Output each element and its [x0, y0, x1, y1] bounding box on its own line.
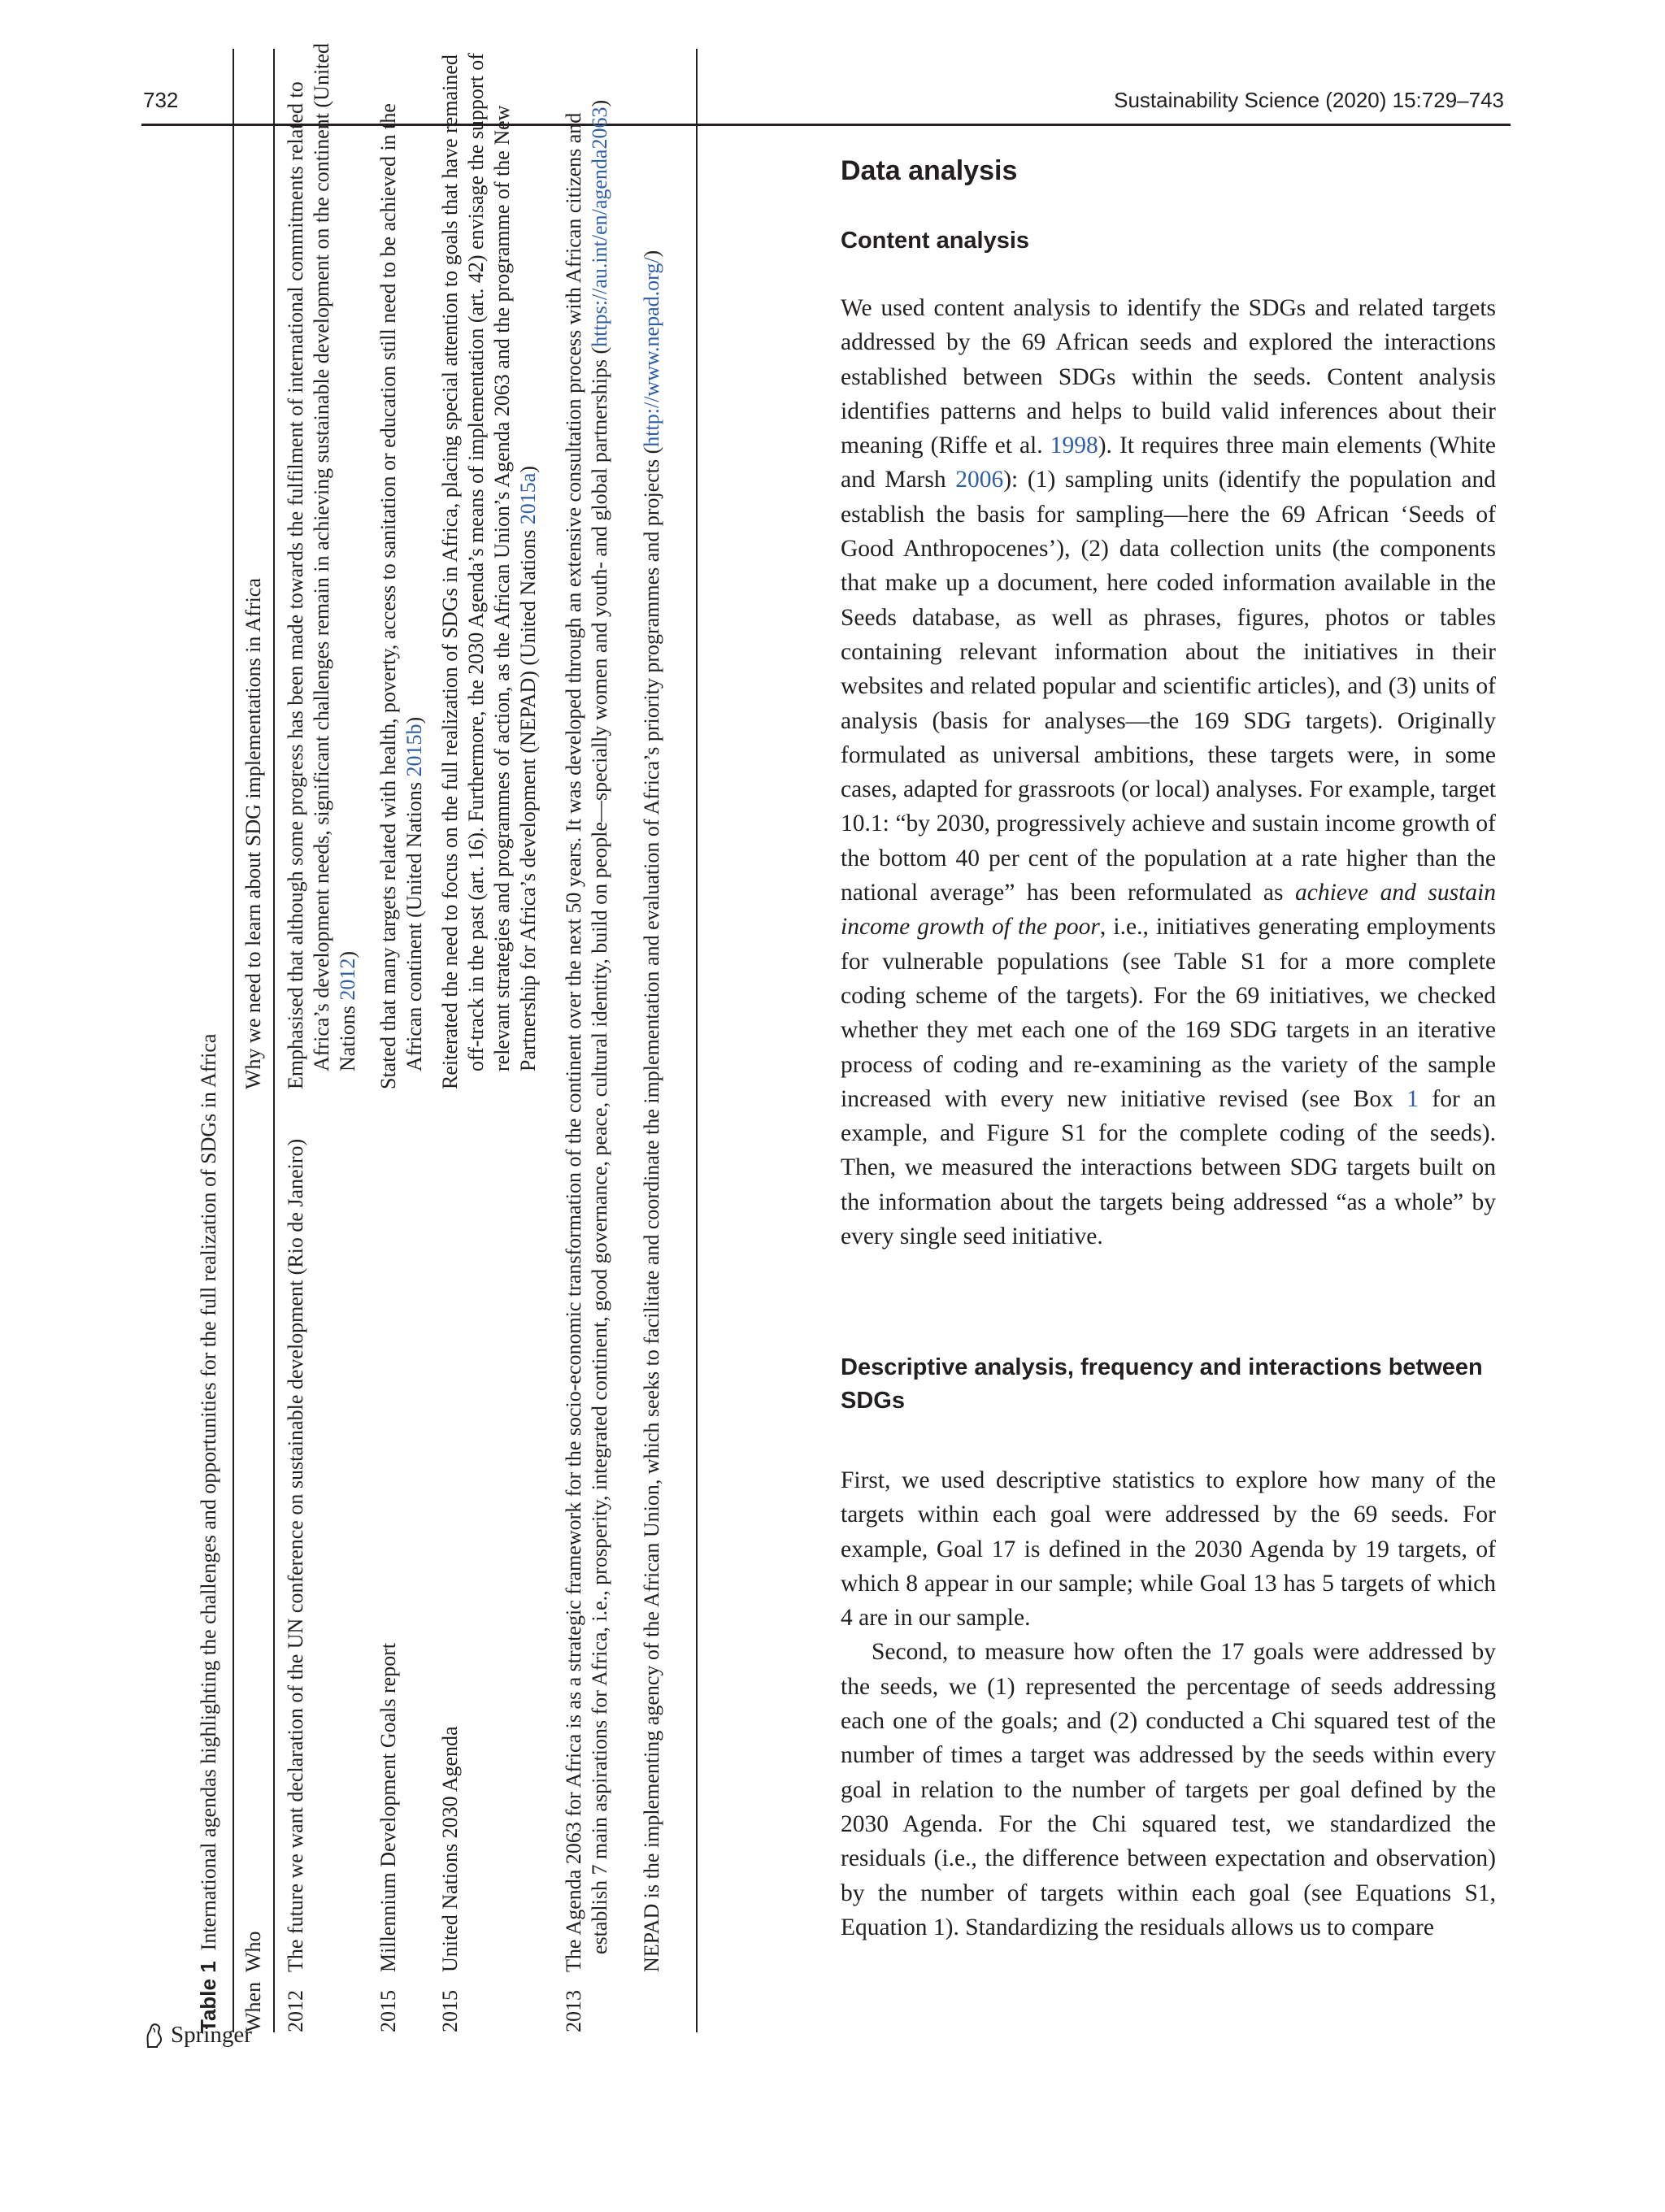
row-3-why-end: )	[516, 466, 540, 473]
nepad-link[interactable]: http://www.nepad.org/	[640, 257, 663, 447]
content-paragraph-text	[841, 291, 1496, 1254]
ref-white-marsh-2006[interactable]: 2006	[955, 467, 1004, 493]
row-2-why-text: Stated that many targets related with health, poverty, access to sanitation or education still need to be achieved in the African continent (United Nations	[376, 103, 426, 1089]
row-1-why-end: )	[336, 950, 359, 958]
descriptive-paragraph-1: First, we used descriptive statistics to explore how many of the targets within each goal were addressed by the 69 seeds. For example, Goal 17 is defined in the 2030 Agenda by 19 targets, of which 8 appear in our sample; while Goal 13 has 5 targets of which 4 are in our sample.	[841, 1467, 1496, 1632]
row-2-why	[376, 39, 428, 1089]
ref-box-1[interactable]: 1	[1406, 1085, 1419, 1112]
row-4-when: 2013	[562, 1990, 585, 2032]
descriptive-paragraphs	[841, 1463, 1496, 1945]
row-2-when: 2015	[376, 1990, 400, 2032]
journal-citation: Sustainability Science (2020) 15:729–743	[1114, 88, 1504, 112]
row-2-who: Millennium Development Goals report	[376, 1642, 400, 1972]
table-1	[195, 43, 732, 2032]
agenda2063-link[interactable]: https://au.int/en/agenda2063	[588, 106, 611, 347]
row-4-agenda2063	[561, 39, 613, 1972]
row-3-why	[437, 39, 541, 1089]
content-text-e: for an example, and Figure S1 for the complete coding of the seeds). Then, we measured the interactions between SDG targets built on the information about the targets being addressed “as a whole” by every single seed initiative.	[841, 1085, 1496, 1250]
content-text-c: ): (1) sampling units (identify the population and establish the basis for sampling—here the 69 African ‘Seeds of Good Anthropocenes’), (2) data collection units (the components that make up a document, here coded information available in the Seeds database, as well as phrases, figures, photos or tables containing relevant information about the initiatives in their websites and related popular and scientific articles), and (3) units of analysis (basis for analyses—the 169 SDG targets). Originally formulated as universal ambitions, these targets were, in some cases, adapted for grassroots (or local) analyses. For example, target 10.1: “by 2030, progressively achieve and sustain income growth of the bottom 40 per cent of the population at a rate higher than the national average” has been reformulated as	[841, 467, 1496, 906]
table-label: Table 1	[196, 1961, 220, 2032]
subsection-title-descriptive: Descriptive analysis, frequency and interactions between SDGs	[841, 1354, 1483, 1414]
descriptive-paragraph-2: Second, to measure how often the 17 goals were addressed by the seeds, we (1) represented the percentage of seeds addressing each one of the goals; and (2) conducted a Chi squared test of the number of times a target was addressed by the seeds within every goal in relation to the number of targets per goal defined by the 2030 Agenda. For the Chi squared test, we standardized the residuals (i.e., the difference between expectation and observation) by the number of targets within each goal (see Equations S1, Equation 1). Standardizing the residuals allows us to compare	[841, 1639, 1496, 1940]
content-text-d: , i.e., initiatives generating employments for vulnerable populations (see Table S1 for a more complete coding scheme of the targets). For the 69 initiatives, we checked whether they met each one of the 169 SDG targets in an iterative process of coding and re-examining as the variety of the sample increased with every new initiative revised (see Box	[841, 914, 1496, 1112]
content-italic: achieve and sustain income growth of the poor	[841, 880, 1496, 941]
row-1-when: 2012	[284, 1990, 307, 2032]
content-text-a: We used content analysis to identify the SDGs and related targets addressed by the 69 African seeds and explored the interactions established between SDGs within the seeds. Content analysis identifies patterns and helps to build valid inferences about their meaning (Riffe et al.	[841, 295, 1496, 459]
descriptive-title-block	[841, 1351, 1496, 1418]
publisher-name: Springer	[171, 2022, 252, 2048]
row-1-why	[283, 39, 361, 1089]
column-header-when: When	[241, 1981, 265, 2032]
row-3-why-ref[interactable]: 2015a	[516, 472, 540, 525]
subsection-title-content-analysis: Content analysis	[841, 228, 1030, 254]
row-1-why-ref[interactable]: 2012	[336, 958, 359, 1001]
row-4-nepad-text: NEPAD is the implementing agency of the African Union, which seeks to facilitate and coordinate the implementation and evaluation of Africa’s priority programmes and projects (	[640, 446, 663, 1972]
row-4-nepad-end: )	[640, 250, 663, 258]
row-1-why-text: Emphasised that although some progress has been made towards the fulfilment of international commitments related to Africa’s development needs, significant challenges remain in achieving sustainable development on the continent (United Nations	[284, 43, 359, 1089]
row-2-why-end: )	[402, 716, 426, 724]
row-4-agenda-text: The Agenda 2063 for Africa is as a strategic framework for the socio-economic transformation of the continent over the next 50 years. It was developed through an extensive consultation process with African citizens and establish 7 main aspirations for Africa, i.e., prosperity, integrated continent, good governance, peace, cultural identity, build on people—specially women and youth- and global partnerships (	[562, 112, 611, 1972]
right-column	[841, 154, 1496, 187]
row-3-why-text: Reiterated the need to focus on the full realization of SDGs in Africa, placing special attention to goals that have remained off-track in the past (art. 16). Furthermore, the 2030 Agenda’s means of implementation (art. 42) envisage the support of relevant strategies and programmes of action, as the African Union’s Agenda 2063 and the programme of the New Partnership for Africa’s development (NEPAD) (United Nations	[438, 53, 540, 1089]
table-top-rule	[233, 49, 234, 2032]
column-header-why: Why we need to learn about SDG implementations in Africa	[241, 578, 265, 1089]
content-analysis-paragraph	[841, 291, 1496, 1254]
row-3-who: United Nations 2030 Agenda	[438, 1726, 462, 1972]
table-bottom-rule	[696, 49, 698, 2032]
row-4-nepad	[639, 39, 665, 1972]
springer-horse-icon	[143, 2023, 164, 2049]
row-1-who: The future we want declaration of the UN conference on sustainable development (Rio de Janeiro)	[284, 1138, 307, 1972]
column-header-who: Who	[241, 1931, 265, 1972]
springer-logo	[143, 2022, 252, 2049]
content-text-b: ). It requires three main elements (White and Marsh	[841, 432, 1496, 493]
row-4-agenda-end: )	[588, 99, 611, 107]
table-header-rule	[273, 49, 275, 2032]
row-2-why-ref[interactable]: 2015b	[402, 724, 426, 777]
content-analysis-block	[841, 224, 1496, 258]
section-title-data-analysis: Data analysis	[841, 155, 1018, 186]
table-caption	[195, 1034, 222, 2032]
ref-riffe-1998[interactable]: 1998	[1050, 432, 1098, 459]
row-3-when: 2015	[438, 1990, 462, 2032]
table-caption-text: International agendas highlighting the challenges and opportunities for the full realization of SDGs in Africa	[197, 1033, 220, 1951]
page-number: 732	[143, 88, 179, 112]
